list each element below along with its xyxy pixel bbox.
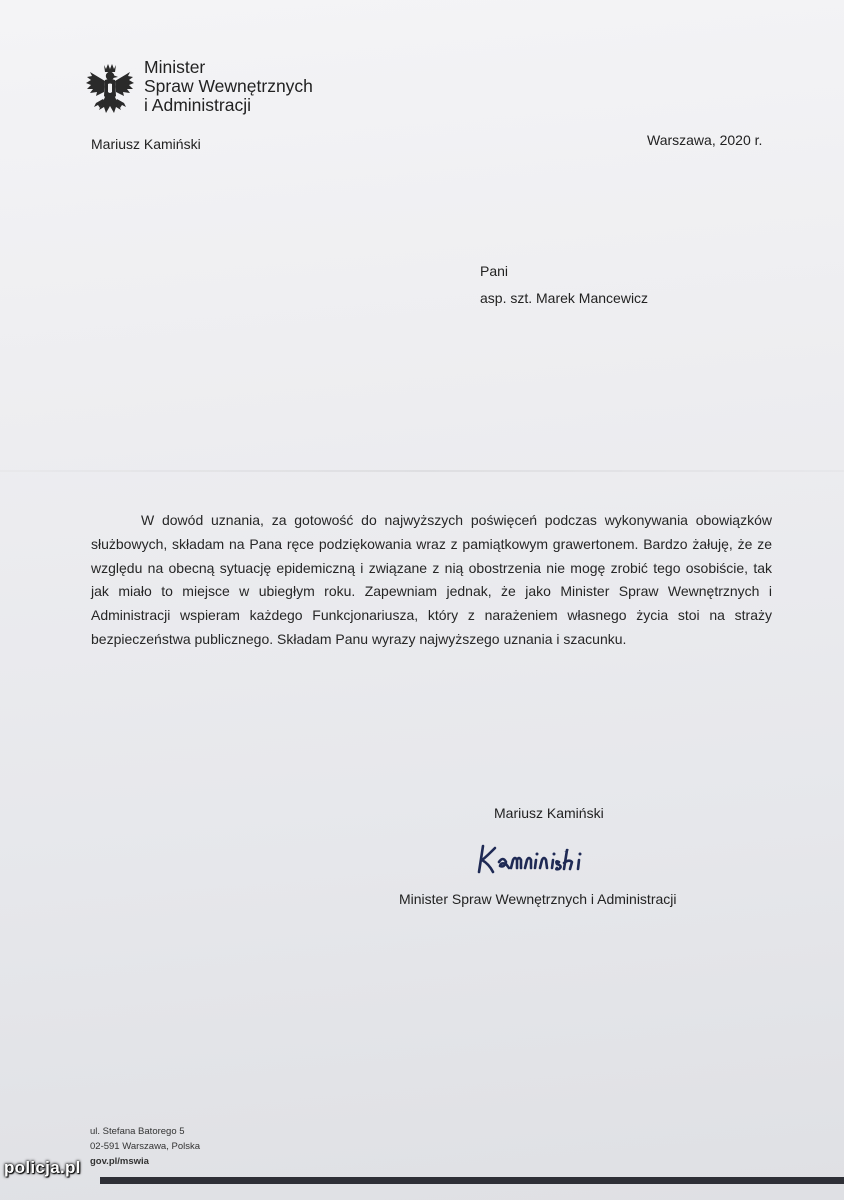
- footer-city: 02-591 Warszawa, Polska: [90, 1141, 201, 1152]
- recipient-name: asp. szt. Marek Mancewicz: [480, 290, 649, 306]
- polish-eagle-icon: [84, 62, 136, 120]
- recipient-block: [480, 258, 648, 312]
- header-line-2: Spraw Wewnętrznych: [144, 76, 313, 96]
- ministry-header: [144, 58, 313, 115]
- header-line-1: Minister: [144, 57, 206, 77]
- paper-fold-line: [0, 470, 844, 472]
- header-line-3: i Administracji: [144, 95, 251, 115]
- footer-url[interactable]: gov.pl/mswia: [90, 1156, 149, 1167]
- letter-date: Warszawa, 2020 r.: [647, 132, 763, 148]
- letter-body: W dowód uznania, za gotowość do najwyższych poświęceń podczas wykonywania obowiązków służbowych, składam na Pana ręce podziękowania wraz z pamiątkowym grawertonem. Bardzo żałuję, że ze względu na obecną sytuację epidemiczną i związane z nią obostrzenia nie mogę zrobić tego osobiście, tak jak miało to miejsce w ubiegłym roku. Zapewniam jednak, że jako Minister Spraw Wewnętrznych i Administracji wspieram każdego Funkcjonariusza, który z narażeniem własnego życia stoi na straży bezpieczeństwa publicznego. Składam Panu wyrazy najwyższego uznania i szacunku.: [91, 512, 772, 647]
- footer-address: [90, 1124, 200, 1169]
- closing-title: Minister Spraw Wewnętrznych i Administracji: [399, 891, 677, 907]
- footer-bar: [100, 1177, 844, 1184]
- recipient-salutation: Pani: [480, 263, 509, 279]
- closing-name: Mariusz Kamiński: [494, 805, 604, 821]
- watermark: policja.pl: [4, 1158, 81, 1177]
- footer-street: ul. Stefana Batorego 5: [90, 1126, 185, 1137]
- sender-name: Mariusz Kamiński: [91, 136, 201, 152]
- handwritten-signature: [473, 838, 653, 880]
